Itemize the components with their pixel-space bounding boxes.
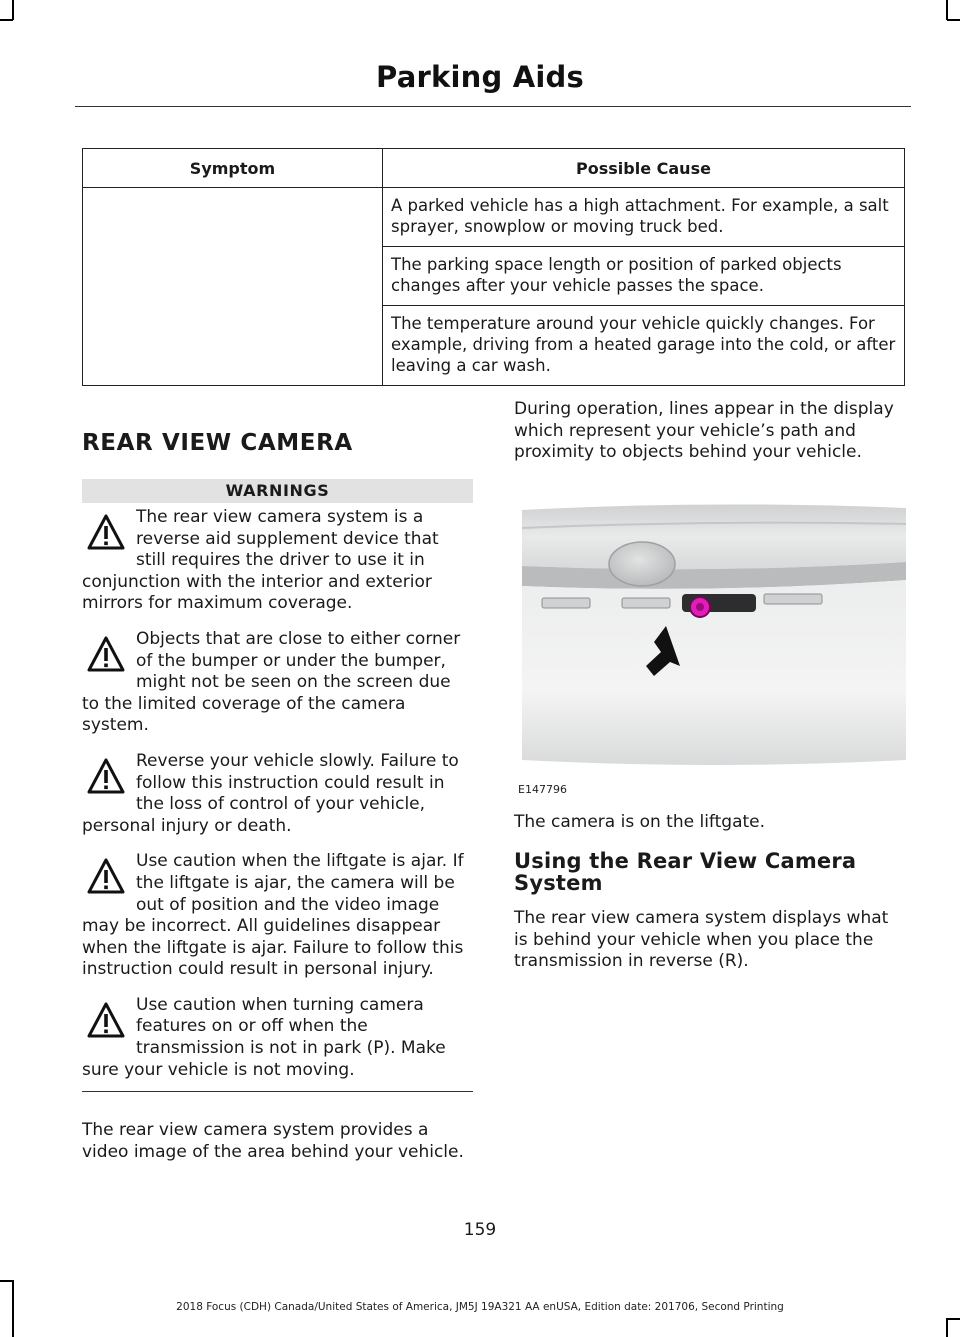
header-rule [75, 106, 911, 107]
warnings-list [82, 507, 473, 1163]
warning-item [82, 751, 473, 837]
subsection-paragraph: The rear view camera system displays what is behind your vehicle when you place the transmission in reverse (R). [514, 908, 889, 972]
cause-cell: The parking space length or position of parked objects changes after your vehicle passes the space. [383, 247, 905, 306]
page-footer: 2018 Focus (CDH) Canada/United States of America, JM5J 19A321 AA enUSA, Edition date: 201706, Second Printing [176, 1301, 784, 1313]
page-number: 159 [463, 1220, 497, 1240]
warning-item [82, 995, 473, 1081]
warning-item [82, 629, 473, 737]
crop-mark [947, 1318, 960, 1320]
figure-code: E147796 [518, 783, 567, 796]
warnings-bottom-rule [82, 1091, 473, 1092]
table-row [83, 188, 905, 247]
warning-text: Use caution when turning camera features on or off when the transmission is not in park (P). Make sure your vehicle is not moving. [82, 994, 446, 1080]
figure-caption: The camera is on the liftgate. [514, 812, 766, 832]
warnings-heading: WARNINGS [82, 479, 473, 503]
liftgate-camera-illustration [514, 502, 906, 798]
warning-item [82, 851, 473, 981]
warning-triangle-icon [86, 513, 126, 553]
warning-triangle-icon [86, 857, 126, 897]
section-title: REAR VIEW CAMERA [82, 430, 353, 456]
cause-cell: The temperature around your vehicle quickly changes. For example, driving from a heated garage into the cold, or after leaving a car wash. [383, 306, 905, 386]
column-header-cause: Possible Cause [383, 149, 905, 188]
page-header-title: Parking Aids [376, 60, 584, 94]
cause-cell: A parked vehicle has a high attachment. For example, a salt sprayer, snowplow or moving truck bed. [383, 188, 905, 247]
warning-text: Objects that are close to either corner of the bumper or under the bumper, might not be seen on the screen due to the limited coverage of the camera system. [82, 628, 461, 736]
crop-mark [946, 1318, 948, 1337]
operation-paragraph: During operation, lines appear in the display which represent your vehicle’s path and proximity to objects behind your vehicle. [514, 399, 894, 463]
warning-triangle-icon [86, 757, 126, 797]
warning-triangle-icon [86, 635, 126, 675]
warning-text: Use caution when the liftgate is ajar. If the liftgate is ajar, the camera will be out of position and the video image may be incorrect. All guidelines disappear when the liftgate is ajar. Failure to follow this instruction could result in personal injury. [82, 851, 464, 980]
crop-mark [946, 0, 948, 20]
crop-mark [0, 19, 13, 21]
crop-mark [12, 0, 14, 20]
warning-text: The rear view camera system is a reverse aid supplement device that still requires the driver to use it in conjunction with the interior and exterior mirrors for maximum coverage. [82, 507, 439, 614]
liftgate-camera-figure [514, 502, 906, 798]
symptom-cell [83, 188, 383, 386]
crop-mark [0, 1280, 13, 1282]
intro-paragraph: The rear view camera system provides a video image of the area behind your vehicle. [82, 1120, 464, 1162]
subsection-title: Using the Rear View Camera System [514, 849, 857, 895]
column-header-symptom: Symptom [83, 149, 383, 188]
crop-mark [947, 19, 960, 21]
warning-text: Reverse your vehicle slowly. Failure to follow this instruction could result in the loss of control of your vehicle, personal injury or death. [82, 750, 459, 836]
table-header-row [83, 149, 905, 188]
warning-triangle-icon [86, 1001, 126, 1041]
symptom-cause-table [82, 148, 905, 386]
warning-item [82, 507, 473, 615]
